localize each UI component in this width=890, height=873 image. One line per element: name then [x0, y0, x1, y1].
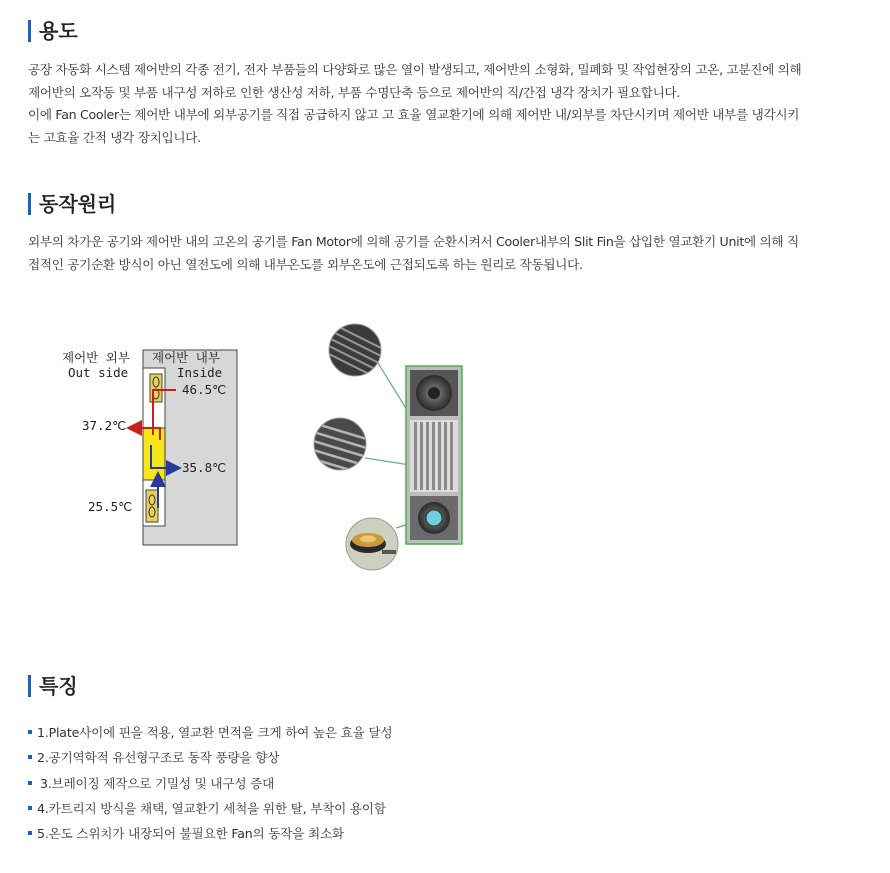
temp-outside-exit: 37.2℃ — [82, 418, 127, 433]
usage-paragraph — [28, 59, 860, 149]
feature-item: 4.카트리지 방식을 채택, 열교환기 세척을 위한 탈, 부착이 용이함 — [28, 796, 392, 821]
temp-inside-cooled: 35.8℃ — [182, 460, 227, 475]
product-photo-assembly — [310, 318, 480, 578]
outside-label-kr: 제어반 외부 — [62, 350, 130, 365]
inside-label-kr: 제어반 내부 — [152, 350, 220, 365]
feature-item: 1.Plate사이에 핀을 적용, 열교환 면적을 크게 하여 높은 효율 달성 — [28, 720, 392, 745]
heat-exchanger — [143, 428, 165, 480]
features-list — [28, 720, 392, 846]
bottom-fan-icon — [146, 490, 158, 522]
usage-line: 이에 Fan Cooler는 제어반 내부에 외부공기를 직접 공급하지 않고 고 효율 열교환기에 의해 제어반 내/외부를 차단시키며 제어반 내부를 냉각시키 — [28, 107, 800, 122]
section-title-principle: 동작원리 — [28, 193, 116, 215]
principle-paragraph — [28, 231, 860, 276]
usage-line: 공장 자동화 시스템 제어반의 각종 전기, 전자 부품들의 다양화로 많은 열이 발생되고, 제어반의 소형화, 밀폐화 및 작업현장의 고온, 고분진에 의해 — [28, 62, 802, 77]
principle-line: 외부의 차가운 공기와 제어반 내의 고온의 공기를 Fan Motor에 의해 공기를 순환시켜서 Cooler내부의 Slit Fin을 삽입한 열교환기 Unit에 의해 직 — [28, 234, 799, 249]
principle-line: 접적인 공기순환 방식이 아닌 열전도에 의해 내부온도를 외부온도에 근접되도록 하는 원리로 작동됩니다. — [28, 256, 583, 272]
inside-label-en: Inside — [177, 365, 223, 380]
airflow-diagram — [58, 340, 308, 555]
top-fan-icon — [150, 374, 162, 402]
feature-item: 5.온도 스위치가 내장되어 불필요한 Fan의 동작을 최소화 — [28, 821, 392, 846]
product-photo-graphic — [310, 318, 480, 578]
temperature-switch-photo — [344, 516, 400, 572]
section-title-features: 특징 — [28, 675, 78, 697]
feature-item: 3.브레이징 제작으로 기밀성 및 내구성 증대 — [28, 771, 392, 796]
usage-line: 제어반의 오작동 및 부품 내구성 저하로 인한 생산성 저하, 부품 수명단축 등으로 제어반의 직/간접 냉각 장치가 필요합니다. — [28, 84, 681, 100]
outside-label-en: Out side — [68, 365, 129, 380]
fin-closeup-photo-2 — [310, 416, 370, 476]
fin-closeup-photo-1 — [325, 320, 385, 383]
feature-item: 2.공기역학적 유선형구조로 동작 풍량을 향상 — [28, 745, 392, 770]
slit-fin-block — [410, 420, 458, 492]
temp-outside-inlet: 25.5℃ — [88, 499, 133, 514]
section-title-usage: 용도 — [28, 20, 78, 42]
usage-line: 는 고효율 간적 냉각 장치입니다. — [28, 129, 201, 145]
temp-inside-hot: 46.5℃ — [182, 382, 227, 397]
